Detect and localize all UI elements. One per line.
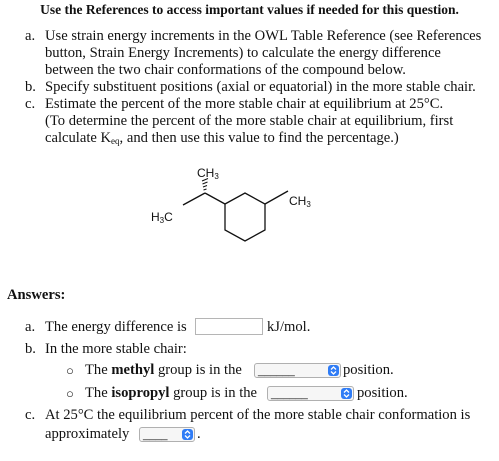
ch3-top-label: CH3 <box>197 166 219 181</box>
bullet-methyl: ○ <box>66 363 74 378</box>
isopropyl-position-select[interactable] <box>267 386 354 401</box>
answer-a-label: a. <box>25 319 36 335</box>
isopropyl-sentence: The isopropyl group is in the <box>85 385 258 401</box>
kcalc-rest: , and then use this value to find the percentage.) <box>119 130 399 146</box>
question-b-line: Specify substituent positions (axial or equatorial) in the more stable chair. <box>45 79 476 95</box>
answer-a-text: The energy difference is <box>45 319 187 335</box>
question-c-label: c. <box>25 96 36 112</box>
methyl-position-select[interactable] <box>254 363 341 378</box>
ch3-right-label: CH3 <box>289 194 311 209</box>
methyl-bond <box>265 191 288 204</box>
percent-value: ____ <box>143 429 168 441</box>
energy-difference-input[interactable] <box>195 318 263 335</box>
isopropyl-position-value: ______ <box>271 388 308 400</box>
question-c-line-1: Estimate the percent of the more stable chair at equilibrium at 25°C. <box>45 96 444 112</box>
isopropyl-bond <box>205 193 225 204</box>
keq-subscript: eq <box>111 136 120 146</box>
kcalc-text: calculate K <box>45 130 112 146</box>
answer-b-label: b. <box>25 341 36 357</box>
question-a <box>25 28 495 80</box>
question-a-label: a. <box>25 28 36 44</box>
updown-chevron-icon <box>341 388 352 399</box>
question-b-label: b. <box>25 79 36 95</box>
question-a-line-2: button, Strain Energy Increments) to calculate the energy difference <box>45 45 441 61</box>
methyl-sentence: The methyl group is in the <box>85 362 242 378</box>
cyclohexane-ring <box>225 193 265 241</box>
updown-chevron-icon <box>182 429 193 440</box>
question-c <box>25 96 495 148</box>
references-note: Use the References to access important values if needed for this question. <box>40 2 459 17</box>
question-a-line-1: Use strain energy increments in the OWL Table Reference (see References <box>45 28 482 44</box>
percent-select[interactable] <box>139 427 195 442</box>
question-b <box>25 79 495 96</box>
isopropyl-position-suffix: position. <box>357 385 408 401</box>
answer-c-label: c. <box>25 407 36 423</box>
question-c-line-2: (To determine the percent of the more stable chair at equilibrium, first <box>45 113 454 129</box>
question-c-line-3 <box>45 130 499 147</box>
answer-c-line-1: At 25°C the equilibrium percent of the more stable chair conformation is <box>45 407 471 423</box>
h3c-left-label: H3C <box>151 210 173 225</box>
answer-c-period: . <box>197 426 201 442</box>
methyl-position-value: ______ <box>258 365 295 377</box>
bullet-isopropyl: ○ <box>66 386 74 401</box>
answer-b-text: In the more stable chair: <box>45 341 187 357</box>
answer-c-line-2: approximately <box>45 426 130 442</box>
answers-heading: Answers: <box>7 287 66 303</box>
energy-unit: kJ/mol. <box>267 319 311 335</box>
updown-chevron-icon <box>328 365 339 376</box>
question-a-line-3: between the two chair conformations of the compound below. <box>45 62 406 78</box>
h3c-bond <box>183 193 205 205</box>
methyl-position-suffix: position. <box>343 362 394 378</box>
